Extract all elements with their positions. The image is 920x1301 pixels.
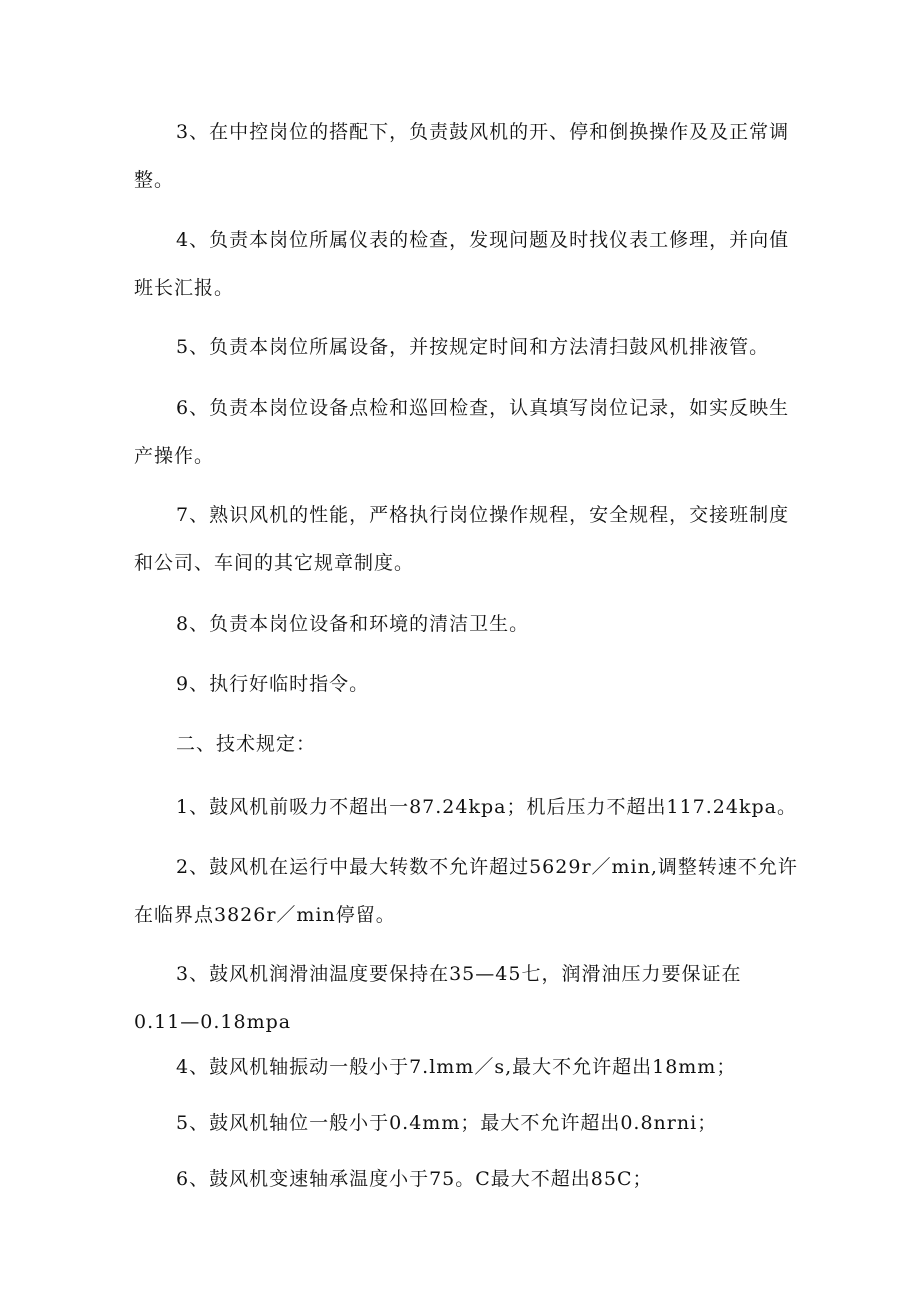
paragraph-line: 6、负责本岗位设备点检和巡回检查，认真填写岗位记录，如实反映生 xyxy=(176,397,790,419)
paragraph-line: 和公司、车间的其它规章制度。 xyxy=(134,552,415,574)
paragraph-line: 9、执行好临时指令。 xyxy=(176,673,370,695)
paragraph-line: 3、鼓风机润滑油温度要保持在35—45七，润滑油压力要保证在 xyxy=(176,963,742,985)
paragraph-3 xyxy=(134,108,814,204)
paragraph-line: 5、负责本岗位所属设备，并按规定时间和方法清扫鼓风机排液管。 xyxy=(176,336,770,358)
paragraph-9 xyxy=(134,660,814,708)
paragraph-line: 0.11—0.18mpa xyxy=(134,1011,292,1033)
spec-1 xyxy=(134,783,814,831)
spec-4 xyxy=(134,1043,814,1091)
paragraph-7 xyxy=(134,491,814,587)
spec-2 xyxy=(134,843,814,939)
spec-5 xyxy=(134,1099,814,1147)
paragraph-line: 1、鼓风机前吸力不超出一87.24kpa；机后压力不超出117.24kpa。 xyxy=(176,796,797,818)
paragraph-line: 7、熟识风机的性能，严格执行岗位操作规程，安全规程，交接班制度 xyxy=(176,504,790,526)
paragraph-line: 3、在中控岗位的搭配下，负责鼓风机的开、停和倒换操作及及正常调 xyxy=(176,121,790,143)
paragraph-8 xyxy=(134,600,814,648)
paragraph-line: 班长汇报。 xyxy=(134,277,235,299)
section-heading-text: 二、技术规定： xyxy=(176,733,317,755)
paragraph-line: 整。 xyxy=(134,169,175,191)
paragraph-line: 4、负责本岗位所属仪表的检查，发现问题及时找仪表工修理，并向值 xyxy=(176,229,790,251)
paragraph-line: 2、鼓风机在运行中最大转数不允许超过5629r／min,调整转速不允许 xyxy=(176,856,798,878)
paragraph-line: 6、鼓风机变速轴承温度小于75。C最大不超出85C； xyxy=(176,1168,653,1190)
paragraph-line: 8、负责本岗位设备和环境的清洁卫生。 xyxy=(176,613,530,635)
spec-6 xyxy=(134,1155,814,1203)
section-heading xyxy=(134,720,814,768)
paragraph-line: 5、鼓风机轴位一般小于0.4mm；最大不允许超出0.8nrni； xyxy=(176,1112,718,1134)
paragraph-line: 4、鼓风机轴振动一般小于7.lmm／s,最大不允许超出18mm； xyxy=(176,1056,737,1078)
paragraph-5 xyxy=(134,323,814,371)
paragraph-line: 在临界点3826r／min停留。 xyxy=(134,904,396,926)
spec-3 xyxy=(134,950,814,1046)
paragraph-4 xyxy=(134,216,814,312)
paragraph-6 xyxy=(134,384,814,480)
paragraph-line: 产操作。 xyxy=(134,445,215,467)
